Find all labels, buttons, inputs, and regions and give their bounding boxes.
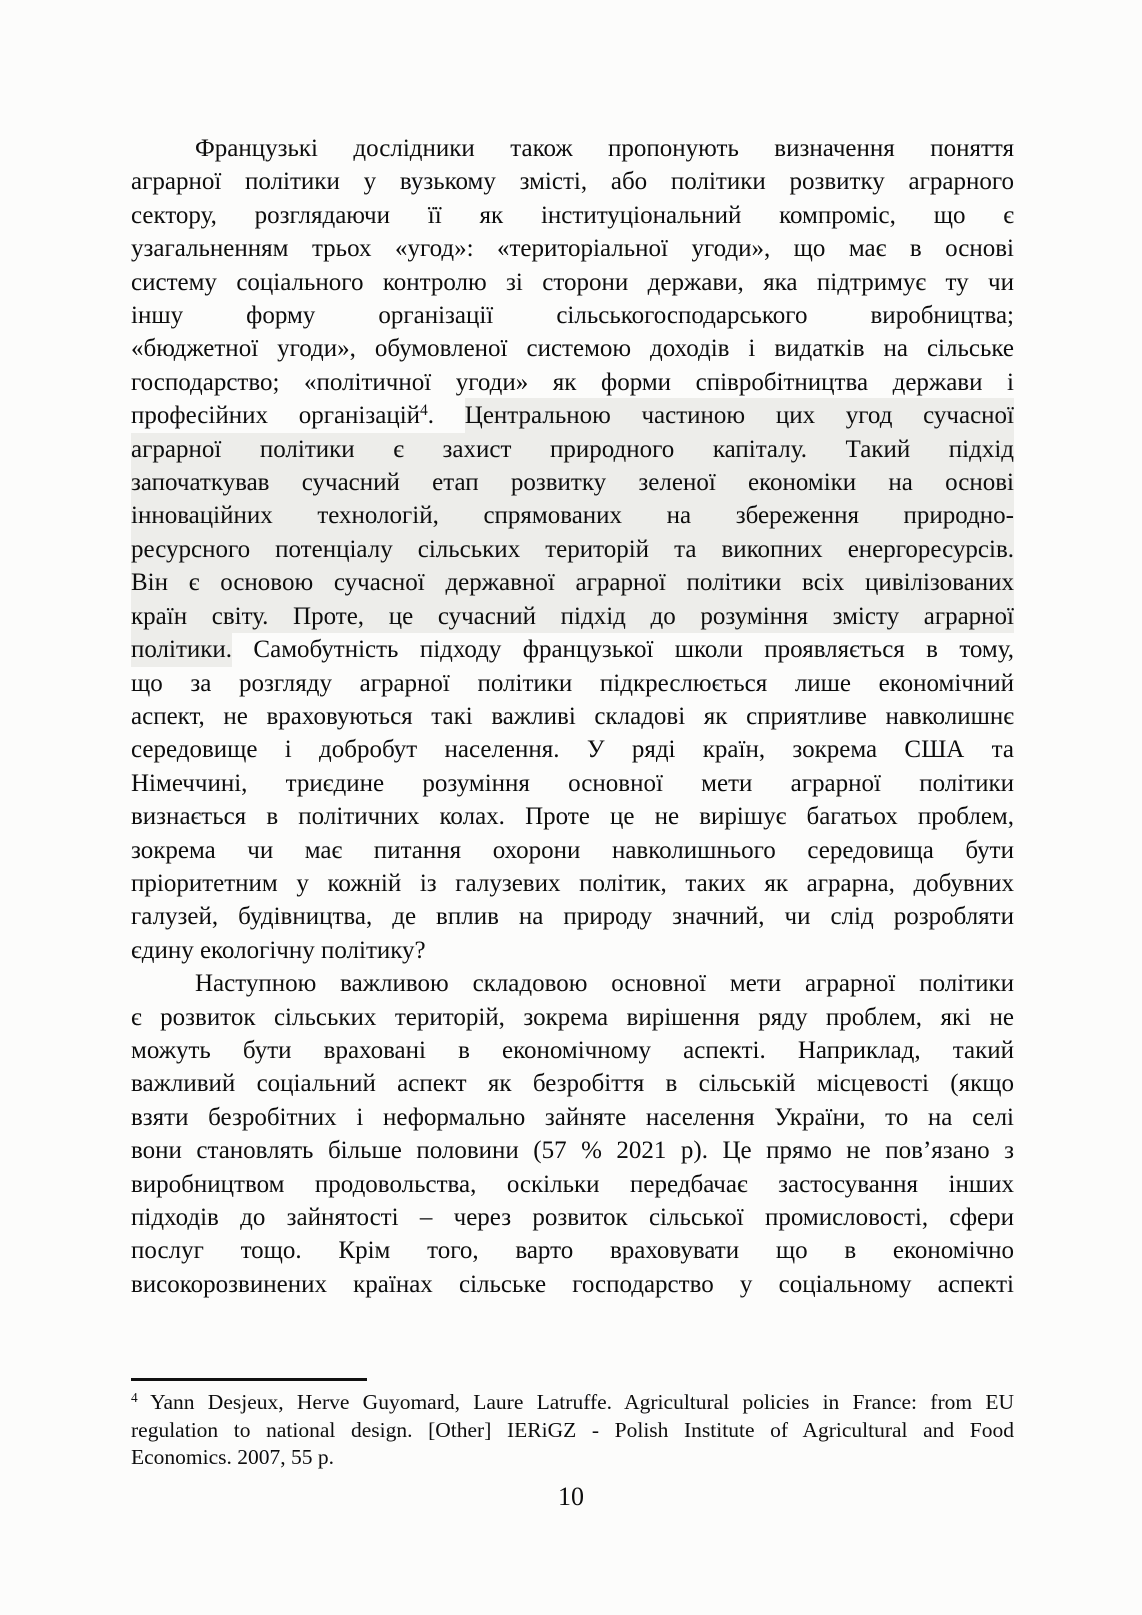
text-segment: що за розгляду аграрної політики підкреслюється лише економічний [131,669,1014,697]
text-line [131,266,1014,299]
text-line [131,767,1014,800]
text-segment: Наступною важливою складовою основної мети аграрної політики [195,970,1014,998]
text-line [131,1417,1014,1445]
text-segment: . [427,402,465,430]
text-segment: середовище і добробут населення. У ряді країн, зокрема США та [131,736,1014,764]
text-segment: галузей, будівництва, де вплив на природу значний, чи слід розробляти [131,903,1014,931]
text-segment: пріоритетним у кожній із галузевих політик, таких як аграрна, добувних [131,869,1014,897]
text-segment: аспект, не враховуються такі важливі складові як сприятливе навколишнє [131,702,1014,730]
text-segment: узагальненням трьох «угод»: «територіальної угоди», що має в основі [131,235,1014,263]
text-segment: зокрема чи має питання охорони навколишнього середовища бути [131,836,1014,864]
text-segment: господарство; «політичної угоди» як форми співробітництва держави і [131,368,1014,396]
text-segment: Французькі дослідники також пропонують визначення поняття [195,135,1014,162]
text-line [131,199,1014,232]
text-segment: підходів до зайнятості – через розвиток сільської промисловості, сфери [131,1204,1014,1231]
text-segment: аграрної політики є захист природного капіталу. Такий підхід [131,435,1014,463]
text-line [131,1001,1014,1034]
text-line [131,399,1014,432]
text-segment: є розвиток сільських територій, зокрема вирішення ряду проблем, які не [131,1003,1014,1031]
text-segment: regulation to national design. [Other] IERiGZ - Polish Institute of Agricultural and Food [131,1417,1014,1442]
text-line [131,667,1014,700]
text-line [131,1168,1014,1201]
text-segment: професійних організацій [131,402,421,430]
text-line [131,1034,1014,1067]
text-segment: країн світу. Проте, це сучасний підхід до розуміння змісту аграрної [131,602,1014,630]
text-line [131,566,1014,599]
text-line [131,633,1014,666]
text-segment: взяти безробітних і неформально зайняте населення України, то на селі [131,1103,1014,1131]
text-segment: виробництвом продовольства, оскільки передбачає застосування інших [131,1170,1014,1198]
text-line [131,533,1014,566]
footnote-separator [131,1378,367,1381]
text-line [131,165,1014,198]
text-segment: єдину екологічну політику? [131,936,426,964]
text-segment: визнається в політичних колах. Проте це не вирішує багатьох проблем, [131,803,1014,831]
text-segment: систему соціального контролю зі сторони держави, яка підтримує ту чи [131,268,1014,296]
text-line [131,867,1014,900]
text-line [131,1389,1014,1417]
text-line [131,900,1014,933]
text-line [131,600,1014,633]
text-line [131,499,1014,532]
text-segment: політики. [131,632,232,667]
text-line [131,132,1014,165]
footnote-marker: 4 [131,1390,138,1406]
text-segment: сектору, розглядаючи її як інституціональний компроміс, що є [131,201,1014,229]
text-segment: «бюджетної угоди», обумовленої системою доходів і видатків на сільське [131,335,1014,363]
text-segment: ресурсного потенціалу сільських територій та викопних енергоресурсів. [131,535,1014,563]
text-line [131,366,1014,399]
text-line [131,700,1014,733]
text-segment: важливий соціальний аспект як безробіття в сільській місцевості (якщо [131,1070,1014,1098]
page-number: 10 [558,1482,584,1511]
text-line [131,1444,1014,1472]
text-line [131,967,1014,1000]
text-line [131,466,1014,499]
text-line [131,299,1014,332]
text-line [131,1234,1014,1267]
footnote [131,1389,1014,1472]
text-segment: Центральною частиною цих угод сучасної [465,398,1014,433]
text-line [131,800,1014,833]
text-segment: Він є основою сучасної державної аграрної політики всіх цивілізованих [131,569,1014,597]
body-text [131,132,1014,1301]
text-segment: започаткував сучасний етап розвитку зеленої економіки на основі [131,469,1014,497]
text-segment: послуг тощо. Крім того, варто враховувати що в економічно [131,1237,1014,1265]
text-line [131,433,1014,466]
text-line [131,1067,1014,1100]
text-segment: вони становлять більше половини (57 % 2021 р). Це прямо не пов’язано з [131,1137,1014,1165]
text-segment: аграрної політики у вузькому змісті, або політики розвитку аграрного [131,168,1014,196]
text-segment: високорозвинених країнах сільське господарство у соціальному аспекті [131,1270,1014,1298]
text-segment: Німеччині, триєдине розуміння основної мети аграрної політики [131,769,1014,797]
text-line [131,1134,1014,1167]
text-segment: Самобутність підходу французької школи проявляється в тому, [232,636,1014,664]
footnote-marker: 4 [420,402,428,420]
text-line [131,232,1014,265]
text-segment: можуть бути враховані в економічному аспекті. Наприклад, такий [131,1036,1014,1064]
text-segment: Yann Desjeux, Herve Guyomard, Laure Latruffe. Agricultural policies in France: from EU [137,1390,1014,1414]
text-line [131,1101,1014,1134]
text-line [131,834,1014,867]
text-line [131,934,1014,967]
text-line [131,1201,1014,1234]
text-segment: інноваційних технологій, спрямованих на збереження природно- [131,502,1014,530]
text-line [131,1268,1014,1301]
text-line [131,332,1014,365]
text-line [131,733,1014,766]
text-segment: іншу форму організації сільськогосподарського виробництва; [131,302,1014,330]
text-segment: Economics. 2007, 55 p. [131,1445,335,1470]
